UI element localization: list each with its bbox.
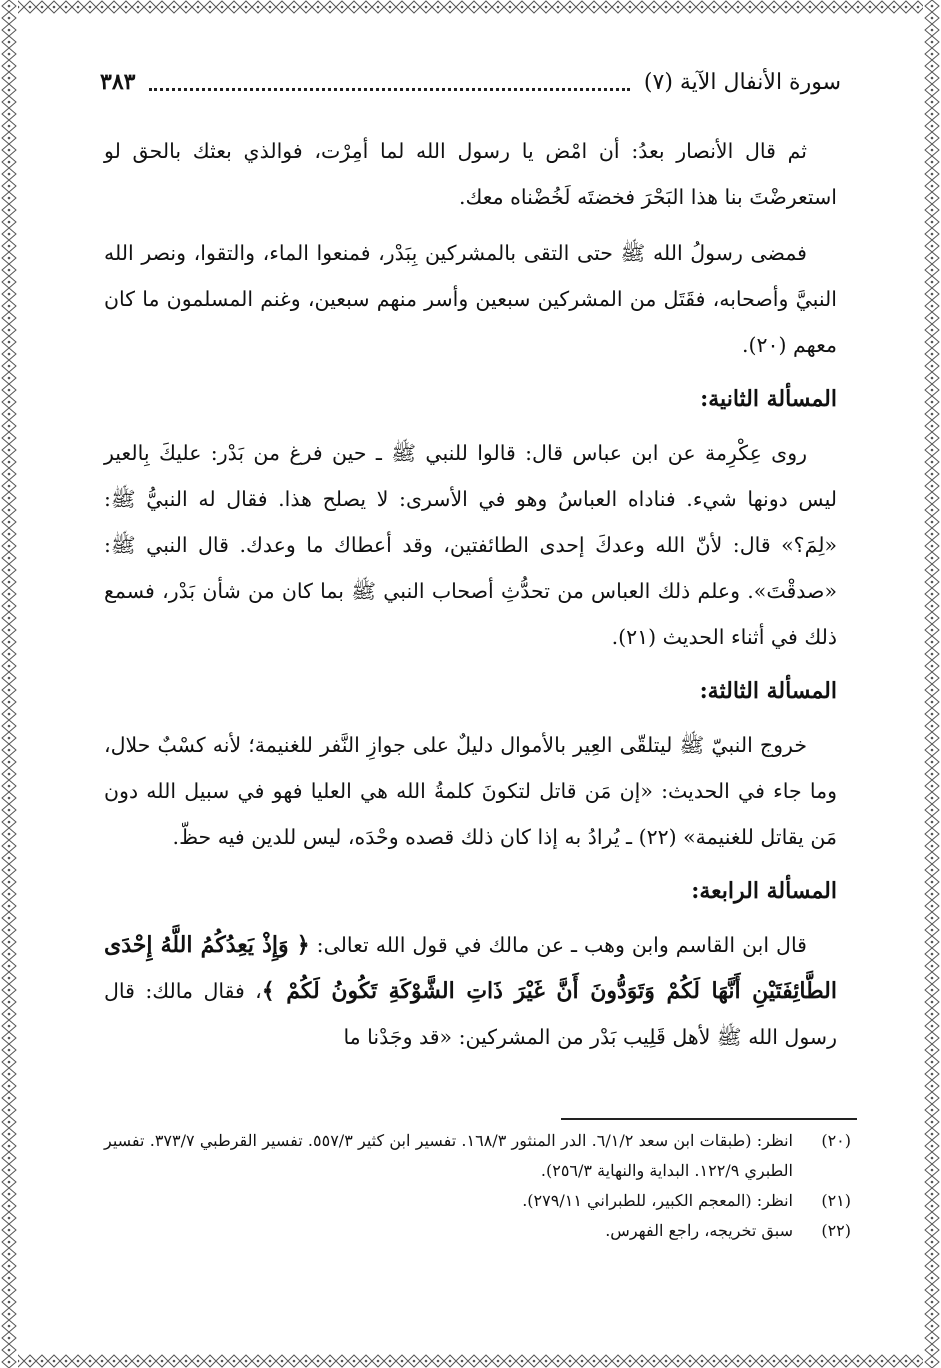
footnote-text: سبق تخريجه، راجع الفهرس.	[605, 1221, 793, 1240]
decorative-border-top	[0, 0, 941, 14]
footnote-text: انظر: (المعجم الكبير، للطبراني ٢٧٩/١١).	[522, 1191, 793, 1210]
footnote	[104, 1216, 851, 1246]
paragraph: روى عِكْرِمة عن ابن عباس قال: قالوا للنبي ﷺ ـ حين فرغ من بَدْر: عليكَ بِالعير ليس دونها شيء. فناداه العباسُ وهو في الأسرى: لا يصلح هذا. فقال له النبيُّ ﷺ: «لِمَ؟» قال: لأنّ الله وعدكَ إحدى الطائفتين، وقد أعطاك ما وعدك. قال النبي ﷺ: «صدقْتَ». وعلم ذلك العباس من تحدُّثِ أصحاب النبي ﷺ بما كان من شأن بَدْر، فسمع ذلك في أثناء الحديث (٢١).	[104, 441, 837, 649]
footnotes	[104, 1126, 851, 1246]
paragraph-intro: قال ابن القاسم وابن وهب ـ عن مالك في قول الله تعالى:	[316, 933, 807, 957]
section-heading: المسألة الثالثة:	[699, 678, 837, 704]
paragraph-with-quran	[104, 922, 837, 1060]
footnote-number: (٢٠)	[821, 1131, 851, 1150]
decorative-border-left	[0, 0, 18, 1368]
section-heading: المسألة الثانية:	[700, 386, 837, 412]
footnote-separator	[561, 1118, 857, 1120]
quran-verse: ﴿ وَإِذْ يَعِدُكُمُ اللَّهُ إِحْدَى الطَّائِفَتَيْنِ أَنَّهَا لَكُمْ وَتَوَدُّونَ أَنَّ غَيْرَ ذَاتِ الشَّوْكَةِ تَكُونُ لَكُمْ ﴾	[104, 932, 837, 1004]
page-number: ٣٨٣	[100, 69, 136, 95]
paragraph: فمضى رسولُ الله ﷺ حتى التقى بالمشركين بِبَدْر، فمنعوا الماء، والتقوا، ونصر الله النبيَّ وأصحابه، فقَتَل من المشركين سبعين وأسر منهم سبعين، وغنم المسلمون ما كان معهم (٢٠).	[104, 241, 837, 357]
paragraph-continuation: ، فقال مالك: قال رسول الله ﷺ لأهل قَلِيب بَدْر من المشركين: «قد وجَدْنا ما	[104, 979, 837, 1049]
footnote-text: انظر: (طبقات ابن سعد ٦/١/٢. الدر المنثور ١٦٨/٣. تفسير ابن كثير ٥٥٧/٣. تفسير القرطبي ٣٧٣/٧. تفسير الطبري ١٢٢/٩. البداية والنهاية ٢٥٦/٣).	[104, 1131, 793, 1180]
header-title: سورة الأنفال الآية (٧)	[643, 69, 841, 95]
running-header	[100, 62, 841, 102]
decorative-border-right	[923, 0, 941, 1368]
paragraph: ثم قال الأنصار بعدُ: أن امْض يا رسول الله لما أمِرْت، فوالذي بعثك بالحق لو استعرضْتَ بنا هذا البَحْرَ فخضتَه لَخُضْناه معك.	[104, 139, 837, 209]
decorative-border-bottom	[0, 1354, 941, 1368]
paragraph: خروج النبيّ ﷺ ليتلقّى العِير بالأموال دليلٌ على جوازِ النَّفر للغنيمة؛ لأنه كسْبٌ حلال، وما جاء في الحديث: «إن مَن قاتل لتكونَ كلمةُ الله هي العليا فهو في سبيل الله دون مَن يقاتل للغنيمة» (٢٢) ـ يُرادُ به إذا كان ذلك قصده وحْدَه، ليس للدين فيه حظّ.	[104, 733, 837, 849]
footnote	[104, 1126, 851, 1186]
main-text	[104, 128, 837, 1070]
section-heading: المسألة الرابعة:	[691, 878, 837, 904]
footnote-number: (٢١)	[821, 1191, 851, 1210]
header-dot-leader	[149, 74, 629, 91]
footnote-number: (٢٢)	[821, 1221, 851, 1240]
footnote	[104, 1186, 851, 1216]
